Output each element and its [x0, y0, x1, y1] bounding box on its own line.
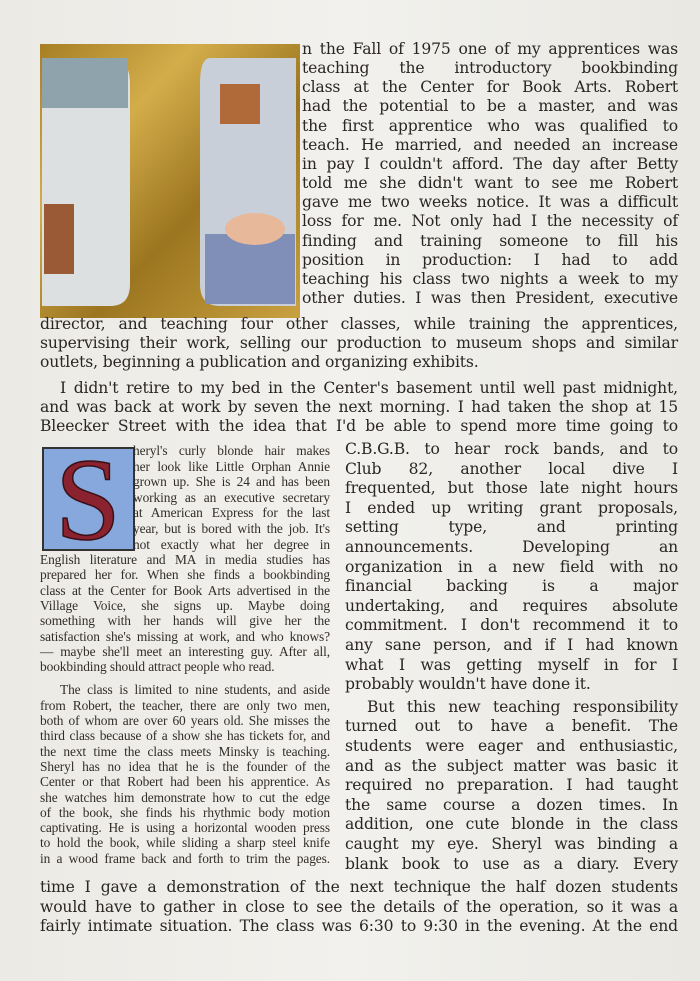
sidebar-top-line: not exactly what her degree in: [133, 536, 330, 552]
sidebar-body-line: The class is limited to nine students, and aside: [60, 682, 330, 698]
main-full-line: director, and teaching four other classes, while training the apprentices,: [40, 315, 678, 333]
sidebar-body-line: both of whom are over 60 years old. She misses the: [40, 713, 330, 728]
sidebar-body-line: of the book, she finds his rhythmic body motion: [40, 804, 330, 820]
main-top-line: teaching his class two nights a week to my: [302, 269, 678, 288]
sidebar-body-line: Center or that Robert had been his apprentice. As: [40, 774, 330, 790]
sidebar-top-line: at American Express for the last: [133, 505, 330, 521]
illuminated-initial-i: [40, 44, 300, 318]
sidebar-top-line: grown up. She is 24 and has been: [133, 474, 330, 490]
sidebar-top-line: heryl's curly blonde hair makes: [133, 443, 330, 458]
sidebar-top-line: working as an executive secretary: [133, 489, 330, 505]
main-right-line: caught my eye. Sheryl was binding a: [345, 835, 678, 853]
main-right-line: blank book to use as a diary. Every: [345, 854, 678, 873]
main-top-line: gave me two weeks notice. It was a difficult: [302, 193, 678, 212]
main-top-line: told me she didn't want to see me Robert: [302, 174, 678, 193]
sidebar-top-line: her look like Little Orphan Annie: [133, 458, 330, 474]
main-top-line: the first apprentice who was qualified to: [302, 116, 678, 135]
sidebar-body-line: third class because of a show she has tickets for, and: [40, 728, 330, 744]
main-top-line: n the Fall of 1975 one of my apprentices was: [302, 40, 678, 58]
main-top-line: finding and training someone to fill his: [302, 231, 678, 250]
main-right-line: I ended up writing grant proposals,: [345, 498, 678, 517]
main-full-line: Bleecker Street with the idea that I'd be able to spend more time going to: [40, 417, 678, 435]
main-full-line: I didn't retire to my bed in the Center's basement until well past midnight,: [60, 378, 678, 397]
main-top-line: had the potential to be a master, and was: [302, 97, 678, 116]
sidebar-body-line: from Robert, the teacher, there are only two men,: [40, 697, 330, 713]
main-right-line: organization in a new field with no: [345, 557, 678, 576]
sidebar-body-line: captivating. He is using a horizontal wooden press: [40, 820, 330, 836]
main-right-line: commitment. I don't recommend it to: [345, 616, 678, 635]
main-top-line: teaching the introductory bookbinding: [302, 59, 678, 78]
main-right-line: any sane person, and if I had known: [345, 636, 678, 654]
sidebar-body-line: prepared her for. When she finds a bookbinding: [40, 567, 330, 583]
main-top-line: position in production: I had to add: [302, 250, 678, 269]
sidebar-body-line: something with her hands will give her the: [40, 613, 330, 629]
main-right-line: undertaking, and requires absolute: [345, 596, 678, 615]
main-right-line: setting type, and printing: [345, 518, 678, 537]
main-right-line: financial backing is a major: [345, 577, 678, 596]
main-top-line: teach. He married, and needed an increase: [302, 135, 678, 154]
main-right-line: required no preparation. I had taught: [345, 776, 678, 795]
sidebar-top-line: year, but is bored with the job. It's: [133, 521, 330, 536]
sidebar-body-line: to hold the book, while sliding a sharp steel knife: [40, 835, 330, 851]
main-right-line: what I was getting myself in for I: [345, 655, 678, 674]
sidebar-body-line: she watches him demonstrate how to cut the edge: [40, 789, 330, 805]
main-top-line: in pay I couldn't afford. The day after Betty: [302, 154, 678, 173]
main-top-line: other duties. I was then President, executive: [302, 288, 678, 307]
main-full-line: outlets, beginning a publication and organizing exhibits.: [40, 353, 479, 372]
main-bottom-line: would have to gather in close to see the details of the operation, so it was a: [40, 897, 678, 916]
sidebar-body-line: class at the Center for Book Arts advertised in the: [40, 582, 330, 598]
main-right-line: the same course a dozen times. In: [345, 795, 678, 814]
main-bottom-line: fairly intimate situation. The class was 6:30 to 9:30 in the evening. At the end: [40, 917, 678, 936]
main-right-line: C.B.G.B. to hear rock bands, and to: [345, 440, 678, 458]
sidebar-body-line: satisfaction she's missing at work, and who knows?: [40, 628, 330, 644]
main-right-line: But this new teaching responsibility: [367, 697, 678, 716]
main-right-line: turned out to have a benefit. The: [345, 717, 678, 736]
main-right-line: students were eager and enthusiastic,: [345, 737, 678, 755]
sidebar-body-line: Village Voice, she signs up. Maybe doing: [40, 597, 330, 613]
svg-text:S: S: [55, 447, 121, 551]
main-right-line: addition, one cute blonde in the class: [345, 815, 678, 834]
main-bottom-line: time I gave a demonstration of the next technique the half dozen students: [40, 878, 678, 896]
drop-cap-s: [42, 447, 135, 551]
sidebar-body-line: English literature and MA in media studies has: [40, 552, 330, 567]
main-full-line: and was back at work by seven the next morning. I had taken the shop at 15: [40, 397, 678, 416]
sidebar-body-line: bookbinding should attract people who read.: [40, 659, 275, 675]
main-top-line: loss for me. Not only had I the necessity of: [302, 212, 678, 231]
main-full-line: supervising their work, selling our production to museum shops and similar: [40, 334, 678, 353]
sidebar-body-line: — maybe she'll meet an interesting guy. After all,: [40, 643, 330, 659]
main-right-line: announcements. Developing an: [345, 538, 678, 556]
main-right-line: probably wouldn't have done it.: [345, 675, 591, 694]
sidebar-body-line: Sheryl has no idea that he is the founder of the: [40, 758, 330, 774]
main-right-line: Club 82, another local dive I: [345, 459, 678, 478]
sidebar-body-line: in a wood frame back and forth to trim the pages.: [40, 850, 330, 866]
main-right-line: frequented, but those late night hours: [345, 479, 678, 498]
main-right-line: and as the subject matter was basic it: [345, 756, 678, 775]
sidebar-body-line: the next time the class meets Minsky is teaching.: [40, 743, 330, 759]
main-top-line: class at the Center for Book Arts. Robert: [302, 78, 678, 97]
